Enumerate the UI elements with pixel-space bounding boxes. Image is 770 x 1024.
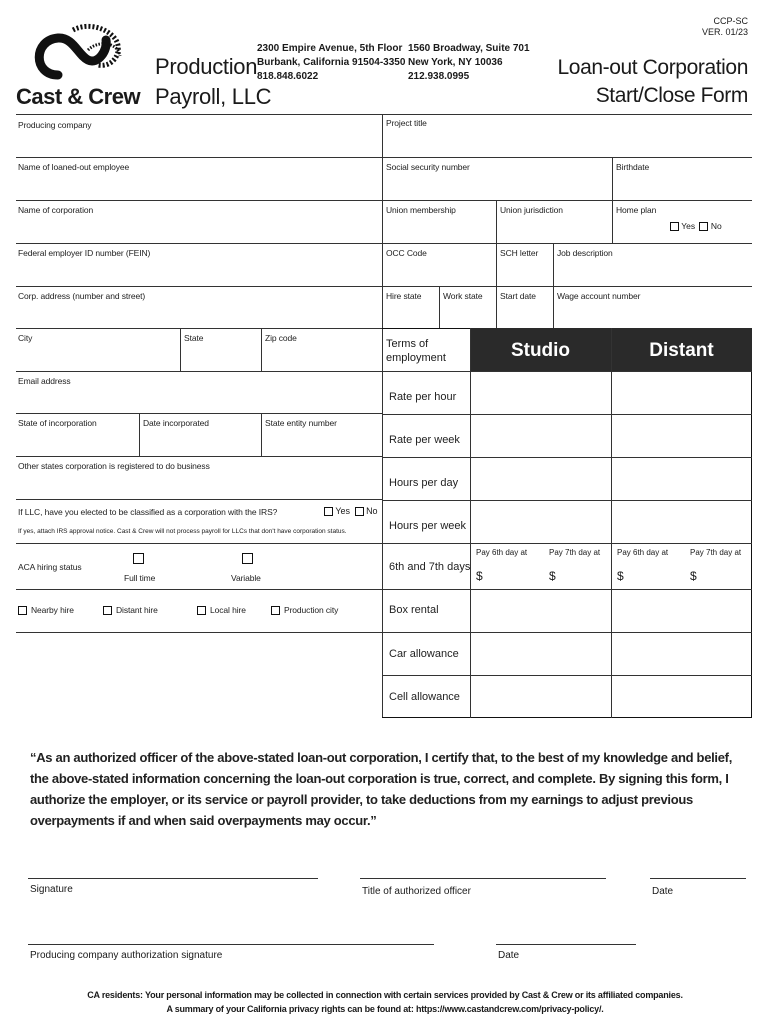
distant-header: Distant [649,340,714,361]
variable-label: Variable [231,573,261,583]
yes-label: Yes [681,221,696,231]
producing-signature-label: Producing company authorization signature [30,950,223,961]
divider [382,543,752,544]
hours-per-day-label: Hours per day [389,477,459,489]
studio-pay7-label: Pay 7th day at [549,548,601,557]
divider [382,200,752,201]
date-incorp-label: Date incorporated [143,418,209,428]
brand-name: Cast & Crew [16,84,141,109]
studio-pay6-dollar: $ [476,569,483,583]
employee-name-label: Name of loaned-out employee [18,162,130,172]
address-line: New York, NY 10036 [408,57,503,68]
footer-line2: A summary of your California privacy rights can be found at: https://www.castandcrew.com/privacy-policy/. [166,1004,604,1014]
llc-no-checkbox[interactable] [355,507,364,516]
signature-label: Signature [30,884,73,895]
divider [16,157,382,158]
form-title-2: Start/Close Form [595,84,748,107]
union-membership-label: Union membership [386,205,456,215]
project-title-label: Project title [386,118,427,128]
llc-yes-no [324,506,378,516]
form-version: VER. 01/23 [701,27,748,37]
divider [612,200,613,243]
address-line: 1560 Broadway, Suite 701 [408,43,530,54]
address-burbank [257,42,405,84]
producing-company-label: Producing company [18,120,92,130]
state-incorp-label: State of incorporation [18,418,97,428]
work-state-label: Work state [443,291,483,301]
address-line: 818.848.6022 [257,71,319,82]
no-label: No [366,506,378,516]
divider [382,157,752,158]
divider [382,500,752,501]
variable-checkbox[interactable] [242,553,253,564]
divider [180,328,181,371]
divider [382,632,752,633]
company-line2: Payroll, LLC [155,84,272,109]
date-label: Date [652,886,674,897]
sixth-seventh-label: 6th and 7th days [389,561,471,573]
local-hire-option[interactable] [197,605,246,615]
divider [139,413,140,456]
distant-pay6-label: Pay 6th day at [617,548,669,557]
divider [16,543,382,544]
divider [611,328,612,718]
footer-line1: CA residents: Your personal information may be collected in connection with certain services provided by Cast & Crew or its affiliated companies. [87,990,683,1000]
producing-date-label: Date [498,950,520,961]
car-allowance-label: Car allowance [389,648,459,660]
divider [470,328,471,718]
yes-label: Yes [335,506,351,516]
divider [612,157,613,200]
divider [261,413,262,456]
distant-pay7-dollar: $ [690,569,697,583]
sch-letter-label: SCH letter [500,248,539,258]
officer-title-label: Title of authorized officer [362,886,471,897]
zip-label: Zip code [265,333,297,343]
divider [16,499,382,500]
divider [16,632,382,633]
occ-code-label: OCC Code [386,248,427,258]
address-line: 2300 Empire Avenue, 5th Floor [257,43,403,54]
home-plan-no-checkbox[interactable] [699,222,708,231]
local-hire-label: Local hire [210,605,246,615]
no-label: No [710,221,722,231]
divider [16,200,382,201]
officer-title-line[interactable] [360,878,606,879]
form-title-1: Loan-out Corporation [557,56,748,79]
aca-status-label: ACA hiring status [18,562,82,572]
divider [382,243,752,244]
full-time-label: Full time [124,573,156,583]
terms-header-label: Terms of employment [386,338,446,364]
studio-pay6-label: Pay 6th day at [476,548,528,557]
birthdate-label: Birthdate [616,162,650,172]
producing-signature-line[interactable] [28,944,434,945]
logo-icon [28,20,138,88]
divider [16,413,382,414]
job-description-label: Job description [557,248,613,258]
distant-hire-label: Distant hire [116,605,158,615]
divider [16,286,382,287]
home-plan-label: Home plan [616,205,657,215]
full-time-checkbox[interactable] [133,553,144,564]
fein-label: Federal employer ID number (FEIN) [18,248,151,258]
divider [382,286,752,287]
address-line: Burbank, California 91504-3350 [257,57,406,68]
city-label: City [18,333,33,343]
nearby-hire-label: Nearby hire [31,605,74,615]
date-line[interactable] [650,878,746,879]
box-rental-label: Box rental [389,604,439,616]
ssn-label: Social security number [386,162,470,172]
distant-pay7-label: Pay 7th day at [690,548,742,557]
home-plan-yes-no [670,221,722,231]
divider [382,675,752,676]
form-code: CCP-SC [713,16,748,26]
cell-allowance-label: Cell allowance [389,691,460,703]
rate-per-week-label: Rate per week [389,434,460,446]
nearby-hire-checkbox[interactable] [18,606,27,615]
address-newyork [408,42,530,84]
llc-question: If LLC, have you elected to be classified as a corporation with the IRS? [18,507,278,517]
production-city-checkbox[interactable] [271,606,280,615]
cast-crew-logo [28,20,138,88]
hours-per-week-label: Hours per week [389,520,467,532]
corporation-name-label: Name of corporation [18,205,94,215]
state-entity-label: State entity number [265,418,337,428]
divider [439,286,440,329]
signature-line[interactable] [28,878,318,879]
corp-address-label: Corp. address (number and street) [18,291,146,301]
divider [16,243,382,244]
divider [382,589,752,590]
distant-hire-checkbox[interactable] [103,606,112,615]
start-date-label: Start date [500,291,536,301]
divider [382,371,752,372]
certification-text: “As an authorized officer of the above-stated loan-out corporation, I certify that, to the best of my knowledge and belief, the above-stated information concerning the loan-out corporation is true, correct, and complete. By signing this form, I authorize the employer, or its service or payroll provider, to take deductions from my earnings to adjust previous overpayments if and when said overpayments may occur.” [30,750,733,828]
divider [261,328,262,371]
studio-header: Studio [510,340,571,361]
divider [16,371,382,372]
distant-hire-option[interactable] [103,605,158,615]
divider [382,414,752,415]
divider [16,114,752,115]
divider [16,589,382,590]
local-hire-checkbox[interactable] [197,606,206,615]
company-line1: Production [155,54,258,79]
llc-note: If yes, attach IRS approval notice. Cast & Crew will not process payroll for LLCs that don't have corporation status. [18,528,347,535]
address-line: 212.938.0995 [408,71,470,82]
other-states-label: Other states corporation is registered to do business [18,461,210,471]
production-city-label: Production city [284,605,339,615]
production-city-option[interactable] [271,605,338,615]
producing-date-line[interactable] [496,944,636,945]
rate-per-hour-label: Rate per hour [389,391,457,403]
divider [16,456,382,457]
divider [496,200,497,329]
nearby-hire-option[interactable] [18,605,74,615]
wage-account-label: Wage account number [557,291,641,301]
studio-pay7-dollar: $ [549,569,556,583]
home-plan-yes-checkbox[interactable] [670,222,679,231]
state-label: State [184,333,204,343]
divider [382,457,752,458]
llc-yes-checkbox[interactable] [324,507,333,516]
union-jurisdiction-label: Union jurisdiction [500,205,563,215]
hire-state-label: Hire state [386,291,422,301]
distant-pay6-dollar: $ [617,569,624,583]
email-label: Email address [18,376,71,386]
divider [16,328,382,329]
